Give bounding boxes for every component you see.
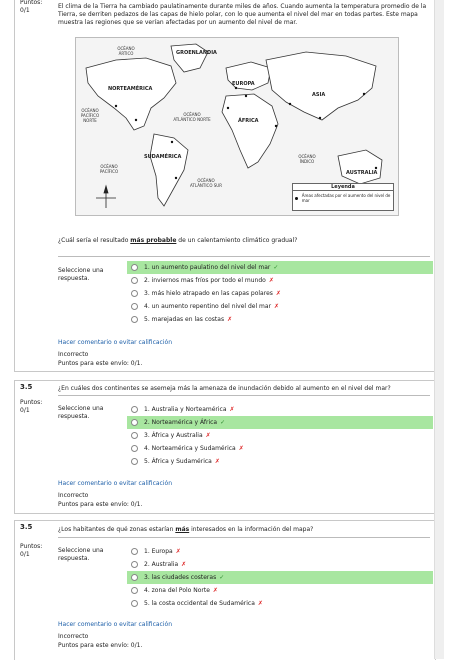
radio-button[interactable] xyxy=(131,587,138,594)
check-icon: ✓ xyxy=(220,419,226,426)
label-atlantic-north: OCÉANO ATLÁNTICO NORTE xyxy=(173,112,211,122)
label-asia: ASIA xyxy=(312,92,326,98)
legend-text: Áreas afectadas por el aumento del nivel de mar xyxy=(301,193,391,203)
label-greenland: GROENLANDIA xyxy=(176,50,217,56)
option-text: 5. la costa occidental de Sudamérica xyxy=(144,600,255,607)
label-africa: ÁFRICA xyxy=(238,118,259,124)
question-1-options xyxy=(127,261,433,326)
answer-option-2[interactable] xyxy=(127,416,433,429)
question-3-divider xyxy=(58,537,430,538)
points-line: Puntos para este envío: 0/1. xyxy=(58,360,143,367)
label-arctic-ocean: OCÉANO ÁRTICO xyxy=(117,46,135,56)
option-text: 1. un aumento paulatino del nivel del mar xyxy=(144,264,271,271)
option-text: 2. inviernos mas fríos por todo el mundo xyxy=(144,277,266,284)
option-text: 3. las ciudades costeras xyxy=(144,574,217,581)
answer-option-2[interactable] xyxy=(127,274,433,287)
label-atlantic-south: OCÉANO ATLÁNTICO SUR xyxy=(190,178,222,188)
radio-button[interactable] xyxy=(131,264,138,271)
radio-button[interactable] xyxy=(131,316,138,323)
radio-button[interactable] xyxy=(131,445,138,452)
answer-option-2[interactable] xyxy=(127,558,433,571)
answer-option-3[interactable] xyxy=(127,571,433,584)
radio-button[interactable] xyxy=(131,574,138,581)
option-text: 1. Australia y Norteamérica xyxy=(144,406,227,413)
question-2-number: 3.5 xyxy=(20,383,33,391)
cross-icon: ✗ xyxy=(212,587,218,594)
comment-link[interactable]: Hacer comentario o evitar calificación xyxy=(58,480,172,487)
answer-option-4[interactable] xyxy=(127,584,433,597)
label-north-america: NORTEAMÉRICA xyxy=(108,86,153,92)
cross-icon: ✗ xyxy=(229,406,235,413)
option-text: 4. Norteamérica y Sudamérica xyxy=(144,445,236,452)
answer-option-4[interactable] xyxy=(127,442,433,455)
question-3-number: 3.5 xyxy=(20,523,33,531)
cross-icon: ✗ xyxy=(214,458,220,465)
legend-dot-icon xyxy=(295,197,298,200)
question-1-box xyxy=(14,0,436,372)
answer-option-5[interactable] xyxy=(127,313,433,326)
question-1-divider xyxy=(58,256,430,257)
question-1-prompt-post: de un calentamiento climático gradual? xyxy=(176,237,298,244)
option-text: 2. Norteamérica y África xyxy=(144,419,218,426)
sea-level-map xyxy=(75,37,399,216)
radio-button[interactable] xyxy=(131,290,138,297)
option-text: 3. África y Australia xyxy=(144,432,203,439)
question-1-prompt xyxy=(58,237,430,245)
select-answer-label: Seleccione una respuesta. xyxy=(58,547,104,562)
question-1-points xyxy=(20,0,42,15)
check-icon: ✓ xyxy=(273,264,279,271)
option-text: 4. un aumento repentino del nivel del mar xyxy=(144,303,272,310)
label-indian: OCÉANO ÍNDICO xyxy=(298,154,316,164)
answer-option-1[interactable] xyxy=(127,545,433,558)
radio-button[interactable] xyxy=(131,600,138,607)
vertical-scrollbar[interactable] xyxy=(434,0,444,659)
option-text: 5. África y Sudamérica xyxy=(144,458,212,465)
cross-icon: ✗ xyxy=(238,445,244,452)
cross-icon: ✗ xyxy=(175,548,181,555)
question-1-prompt-pre: ¿Cuál sería el resultado xyxy=(58,237,131,244)
points-label: Puntos: xyxy=(20,399,43,406)
option-text: 2. Australia xyxy=(144,561,179,568)
answer-option-1[interactable] xyxy=(127,403,433,416)
question-2-box xyxy=(14,380,436,514)
question-3-prompt-post: interesados en la información del mapa? xyxy=(189,526,314,533)
radio-button[interactable] xyxy=(131,458,138,465)
cross-icon: ✗ xyxy=(181,561,187,568)
answer-option-3[interactable] xyxy=(127,287,433,300)
question-3-points xyxy=(20,543,42,559)
radio-button[interactable] xyxy=(131,561,138,568)
radio-button[interactable] xyxy=(131,406,138,413)
comment-link[interactable]: Hacer comentario o evitar calificación xyxy=(58,339,172,346)
cross-icon: ✗ xyxy=(268,277,274,284)
question-2-prompt: ¿En cuáles dos continentes se asemeja más la amenaza de inundación debido al aumento en el nivel del mar? xyxy=(58,385,391,392)
question-1-intro: El clima de la Tierra ha cambiado paulatinamente durante miles de años. Cuando aumenta la temperatura promedio de la Tierra, se derriten pedazos de las capas de hielo polar, con lo que aumenta el nivel del mar en todas partes. Este mapa muestra las regiones que se verían afectadas por un aumento del nivel de mar. xyxy=(58,3,427,26)
label-pacific-north: OCÉANO PACÍFICO NORTE xyxy=(80,108,100,123)
points-label: Puntos: xyxy=(20,0,43,6)
question-3-prompt-emphasis: más xyxy=(175,526,190,533)
question-2-options xyxy=(127,403,433,468)
label-pacific: OCÉANO PACÍFICO xyxy=(99,164,119,174)
answer-option-5[interactable] xyxy=(127,597,433,610)
select-answer-label: Seleccione una respuesta. xyxy=(58,405,104,420)
radio-button[interactable] xyxy=(131,277,138,284)
option-text: 5. marejadas en las costas xyxy=(144,316,225,323)
legend-title: Leyenda xyxy=(293,184,393,191)
points-value: 0/1 xyxy=(20,407,30,414)
label-europe: EUROPA xyxy=(232,81,255,87)
radio-button[interactable] xyxy=(131,419,138,426)
option-text: 1. Europa xyxy=(144,548,173,555)
points-label: Puntos: xyxy=(20,543,43,550)
question-1-prompt-emphasis: más probable xyxy=(130,237,177,244)
cross-icon: ✗ xyxy=(205,432,211,439)
answer-option-3[interactable] xyxy=(127,429,433,442)
answer-option-5[interactable] xyxy=(127,455,433,468)
points-value: 0/1 xyxy=(20,551,30,558)
check-icon: ✓ xyxy=(219,574,225,581)
result-status: Incorrecto xyxy=(58,492,89,499)
points-line: Puntos para este envío: 0/1. xyxy=(58,501,143,508)
radio-button[interactable] xyxy=(131,432,138,439)
question-3-prompt xyxy=(58,526,430,534)
comment-link[interactable]: Hacer comentario o evitar calificación xyxy=(58,621,172,628)
cross-icon: ✗ xyxy=(227,316,233,323)
points-value: 0/1 xyxy=(20,7,30,14)
label-south-america: SUDAMÉRICA xyxy=(144,154,182,160)
question-3-options xyxy=(127,545,433,610)
result-status: Incorrecto xyxy=(58,633,89,640)
question-3-box xyxy=(14,520,436,660)
question-2-points xyxy=(20,399,42,415)
select-answer-label: Seleccione una respuesta. xyxy=(58,267,104,282)
answer-option-1[interactable] xyxy=(127,261,433,274)
radio-button[interactable] xyxy=(131,548,138,555)
cross-icon: ✗ xyxy=(274,303,280,310)
option-text: 4. zona del Polo Norte xyxy=(144,587,210,594)
question-2-divider xyxy=(58,395,430,396)
label-australia: AUSTRALIA xyxy=(346,170,378,176)
points-line: Puntos para este envío: 0/1. xyxy=(58,642,143,649)
answer-option-4[interactable] xyxy=(127,300,433,313)
question-3-prompt-pre: ¿Los habitantes de qué zonas estarían xyxy=(58,526,176,533)
option-text: 3. más hielo atrapado en las capas polares xyxy=(144,290,273,297)
cross-icon: ✗ xyxy=(275,290,281,297)
map-legend xyxy=(292,183,394,211)
radio-button[interactable] xyxy=(131,303,138,310)
cross-icon: ✗ xyxy=(257,600,263,607)
result-status: Incorrecto xyxy=(58,351,89,358)
